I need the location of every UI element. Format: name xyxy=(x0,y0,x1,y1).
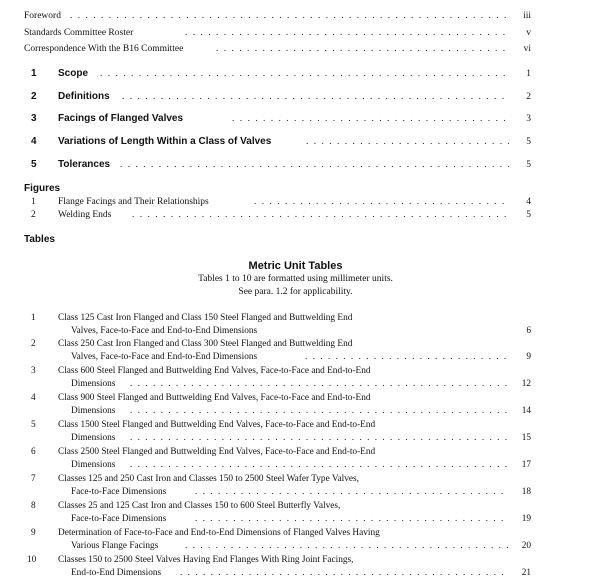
figure-number: 1 xyxy=(31,197,36,207)
section-number: 1 xyxy=(31,68,37,79)
dot-leader xyxy=(100,69,509,79)
dot-leader xyxy=(232,114,509,124)
dot-leader xyxy=(132,210,509,220)
table-number: 4 xyxy=(31,393,36,403)
table-title-line1: Class 2500 Steel Flanged and Buttwelding End Valves, Face-to-Face and End-to-End xyxy=(58,447,376,457)
toc-figure-2[interactable] xyxy=(0,210,591,223)
toc-table-8[interactable] xyxy=(0,501,591,529)
table-title-line2: Dimensions xyxy=(71,460,116,470)
section-title: Variations of Length Within a Class of Valves xyxy=(58,136,272,147)
dot-leader xyxy=(130,460,509,470)
figures-heading: Figures xyxy=(24,183,61,194)
section-title: Definitions xyxy=(58,91,110,102)
table-page: 19 xyxy=(521,514,531,524)
dot-leader xyxy=(130,406,509,416)
section-number: 3 xyxy=(31,113,37,124)
toc-entry-foreword[interactable] xyxy=(0,11,591,24)
section-title: Facings of Flanged Valves xyxy=(58,113,184,124)
table-title-line1: Class 125 Cast Iron Flanged and Class 150 Steel Flanged and Buttwelding End xyxy=(58,313,353,323)
dot-leader xyxy=(195,514,509,524)
table-title-line2: Valves, Face-to-Face and End-to-End Dimensions xyxy=(71,352,258,362)
table-page: 9 xyxy=(526,352,531,362)
toc-section-2[interactable] xyxy=(0,91,591,105)
figure-page: 5 xyxy=(526,210,531,220)
toc-table-10[interactable] xyxy=(0,555,591,583)
table-number: 7 xyxy=(31,474,36,484)
table-page: 6 xyxy=(526,326,531,336)
table-page: 17 xyxy=(521,460,531,470)
toc-table-7[interactable] xyxy=(0,474,591,502)
entry-title: Standards Committee Roster xyxy=(24,28,134,38)
dot-leader xyxy=(130,433,509,443)
table-title-line1: Class 1500 Steel Flanged and Buttwelding End Valves, Face-to-Face and End-to-End xyxy=(58,420,376,430)
table-number: 3 xyxy=(31,366,36,376)
table-page: 20 xyxy=(521,541,531,551)
section-page: 3 xyxy=(526,114,531,124)
table-title-line2: Valves, Face-to-Face and End-to-End Dimensions xyxy=(71,326,258,336)
section-page: 1 xyxy=(526,69,531,79)
figure-title: Flange Facings and Their Relationships xyxy=(58,197,209,207)
figure-title: Welding Ends xyxy=(58,210,112,220)
table-title-line2: Various Flange Facings xyxy=(71,541,159,551)
table-title-line2: End-to-End Dimensions xyxy=(71,568,162,578)
section-number: 5 xyxy=(31,159,37,170)
dot-leader xyxy=(130,379,509,389)
dot-leader xyxy=(185,541,509,551)
toc-table-5[interactable] xyxy=(0,420,591,448)
table-number: 5 xyxy=(31,420,36,430)
table-title-line2: Dimensions xyxy=(71,433,116,443)
section-title: Scope xyxy=(58,68,89,79)
dot-leader xyxy=(120,160,509,170)
dot-leader xyxy=(306,137,509,147)
table-number: 1 xyxy=(31,313,36,323)
table-page: 14 xyxy=(521,406,531,416)
table-title-line1: Classes 25 and 125 Cast Iron and Classes 150 to 600 Steel Butterfly Valves, xyxy=(58,501,341,511)
dot-leader xyxy=(122,92,509,102)
toc-section-3[interactable] xyxy=(0,113,591,127)
entry-page: v xyxy=(526,28,531,38)
table-title-line1: Classes 150 to 2500 Steel Valves Having End Flanges With Ring Joint Facings, xyxy=(58,555,354,565)
section-number: 4 xyxy=(31,136,37,147)
toc-table-2[interactable] xyxy=(0,339,591,367)
table-title-line2: Face-to-Face Dimensions xyxy=(71,487,167,497)
table-number: 9 xyxy=(31,528,36,538)
table-number: 2 xyxy=(31,339,36,349)
entry-title: Foreword xyxy=(24,11,61,21)
metric-tables-title: Metric Unit Tables xyxy=(248,260,343,272)
toc-table-3[interactable] xyxy=(0,366,591,394)
table-title-line2: Dimensions xyxy=(71,379,116,389)
table-number: 10 xyxy=(27,555,37,565)
table-page: 15 xyxy=(521,433,531,443)
table-title-line1: Class 600 Steel Flanged and Buttwelding End Valves, Face-to-Face and End-to-End xyxy=(58,366,371,376)
table-title-line1: Classes 125 and 250 Cast Iron and Classes 150 to 2500 Steel Wafer Type Valves, xyxy=(58,474,359,484)
table-number: 8 xyxy=(31,501,36,511)
table-page: 12 xyxy=(521,379,531,389)
section-page: 5 xyxy=(526,137,531,147)
toc-table-6[interactable] xyxy=(0,447,591,475)
dot-leader xyxy=(180,568,509,578)
section-page: 5 xyxy=(526,160,531,170)
section-page: 2 xyxy=(526,92,531,102)
table-page: 18 xyxy=(521,487,531,497)
table-title-line2: Face-to-Face Dimensions xyxy=(71,514,167,524)
metric-tables-note-2: See para. 1.2 for applicability. xyxy=(238,287,353,297)
metric-tables-note-1: Tables 1 to 10 are formatted using millimeter units. xyxy=(198,274,393,284)
entry-title: Correspondence With the B16 Committee xyxy=(24,44,184,54)
dot-leader xyxy=(195,487,509,497)
table-page: 21 xyxy=(521,568,531,578)
dot-leader xyxy=(216,44,509,54)
dot-leader xyxy=(70,11,509,21)
toc-table-9[interactable] xyxy=(0,528,591,556)
table-title-line1: Class 900 Steel Flanged and Buttwelding End Valves, Face-to-Face and End-to-End xyxy=(58,393,371,403)
table-number: 6 xyxy=(31,447,36,457)
dot-leader xyxy=(305,352,509,362)
dot-leader xyxy=(185,28,509,38)
figure-page: 4 xyxy=(526,197,531,207)
entry-page: vi xyxy=(523,44,531,54)
toc-entry-roster[interactable] xyxy=(0,28,591,41)
table-title-line2: Dimensions xyxy=(71,406,116,416)
toc-section-5[interactable] xyxy=(0,159,591,173)
toc-section-1[interactable] xyxy=(0,68,591,82)
toc-table-4[interactable] xyxy=(0,393,591,421)
toc-table-1[interactable] xyxy=(0,313,591,341)
table-title-line1: Class 250 Cast Iron Flanged and Class 300 Steel Flanged and Buttwelding End xyxy=(58,339,353,349)
section-number: 2 xyxy=(31,91,37,102)
toc-section-4[interactable] xyxy=(0,136,591,150)
figure-number: 2 xyxy=(31,210,36,220)
dot-leader xyxy=(254,197,509,207)
toc-entry-correspondence[interactable] xyxy=(0,44,591,57)
toc-figure-1[interactable] xyxy=(0,197,591,210)
entry-page: iii xyxy=(523,11,531,21)
table-title-line1: Determination of Face-to-Face and End-to-End Dimensions of Flanged Valves Having xyxy=(58,528,380,538)
tables-heading: Tables xyxy=(24,234,55,245)
section-title: Tolerances xyxy=(58,159,111,170)
